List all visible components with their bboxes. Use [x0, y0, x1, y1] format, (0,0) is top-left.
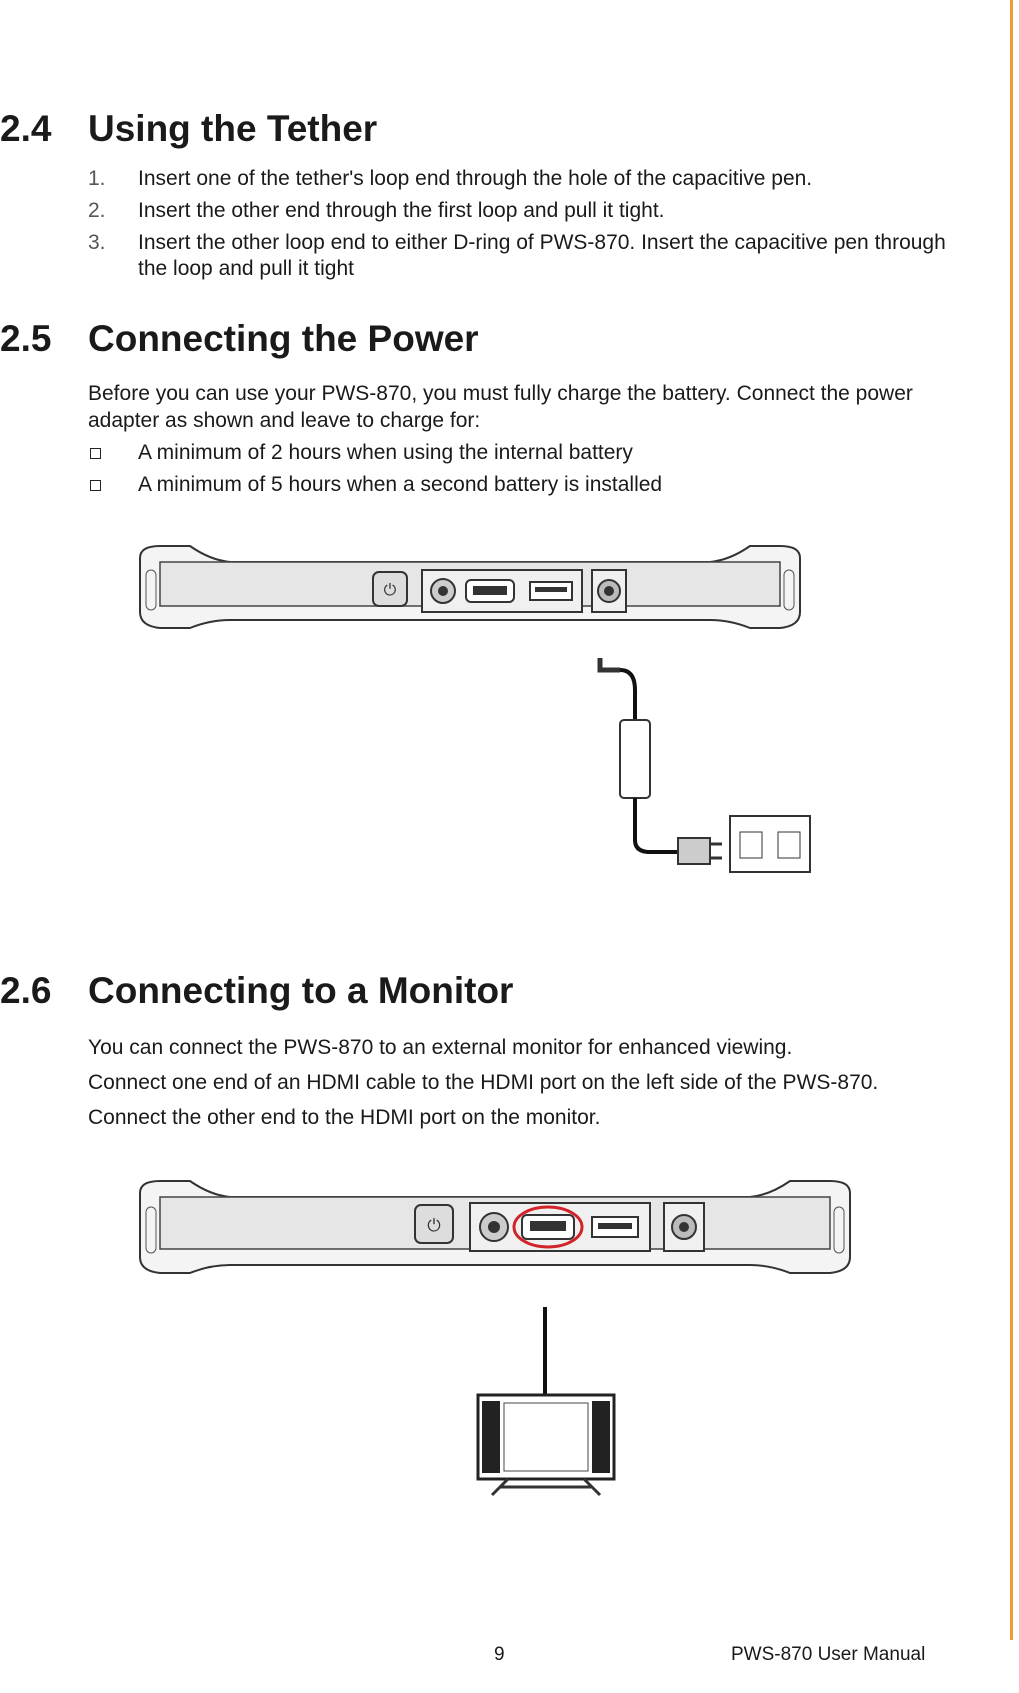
section-number: 2.6	[0, 970, 52, 1011]
section-heading-tether	[0, 108, 377, 150]
section-title: Connecting to a Monitor	[88, 970, 514, 1011]
power-bullet-list	[88, 440, 948, 504]
step-text: Insert the other end through the first loop and pull it tight.	[138, 199, 665, 222]
section-number: 2.5	[0, 318, 52, 359]
step-number: 3.	[88, 231, 106, 254]
plug-icon	[678, 838, 710, 864]
monitor-line: You can connect the PWS-870 to an external monitor for enhanced viewing.	[88, 1036, 793, 1059]
list-item	[88, 230, 968, 282]
page-edge-accent-bar	[1010, 0, 1013, 1640]
monitor-illustration	[478, 1307, 614, 1495]
power-intro-paragraph: Before you can use your PWS-870, you must fully charge the battery. Connect the power adapter as shown and leave to charge for:	[88, 382, 913, 432]
step-number: 1.	[88, 167, 106, 190]
section-title: Connecting the Power	[88, 318, 479, 359]
svg-text:⏻: ⏻	[427, 1216, 441, 1236]
step-number: 2.	[88, 199, 106, 222]
step-text: Insert the other loop end to either D-ring of PWS-870. Insert the capacitive pen through the loop and pull it tight	[138, 231, 946, 280]
list-item	[88, 440, 948, 466]
svg-text:⏻: ⏻	[383, 580, 397, 599]
list-item	[88, 472, 948, 498]
section-heading-power	[0, 318, 479, 360]
section-number: 2.4	[0, 108, 52, 149]
power-connection-figure	[130, 540, 890, 900]
list-item	[88, 166, 948, 192]
bullet-square-icon	[90, 448, 101, 459]
power-adapter-illustration	[600, 658, 810, 872]
monitor-line: Connect the other end to the HDMI port on the monitor.	[88, 1106, 601, 1129]
tether-steps-list	[88, 166, 948, 288]
monitor-line: Connect one end of an HDMI cable to the HDMI port on the left side of the PWS-870.	[88, 1071, 879, 1094]
section-heading-monitor	[0, 970, 513, 1012]
step-text: Insert one of the tether's loop end through the hole of the capacitive pen.	[138, 167, 813, 190]
tablet-edge-illustration	[140, 1181, 850, 1273]
wall-outlet-icon	[730, 816, 810, 872]
section-title: Using the Tether	[88, 108, 378, 149]
monitor-connection-figure	[130, 1175, 890, 1505]
page-number: 9	[494, 1644, 505, 1665]
tablet-edge-illustration	[140, 546, 800, 628]
bullet-text: A minimum of 2 hours when using the internal battery	[138, 441, 633, 464]
monitor-instructions	[88, 1034, 944, 1139]
manual-title-footer: PWS-870 User Manual	[731, 1644, 926, 1665]
bullet-text: A minimum of 5 hours when a second battery is installed	[138, 473, 663, 496]
list-item	[88, 198, 948, 224]
bullet-square-icon	[90, 480, 101, 491]
